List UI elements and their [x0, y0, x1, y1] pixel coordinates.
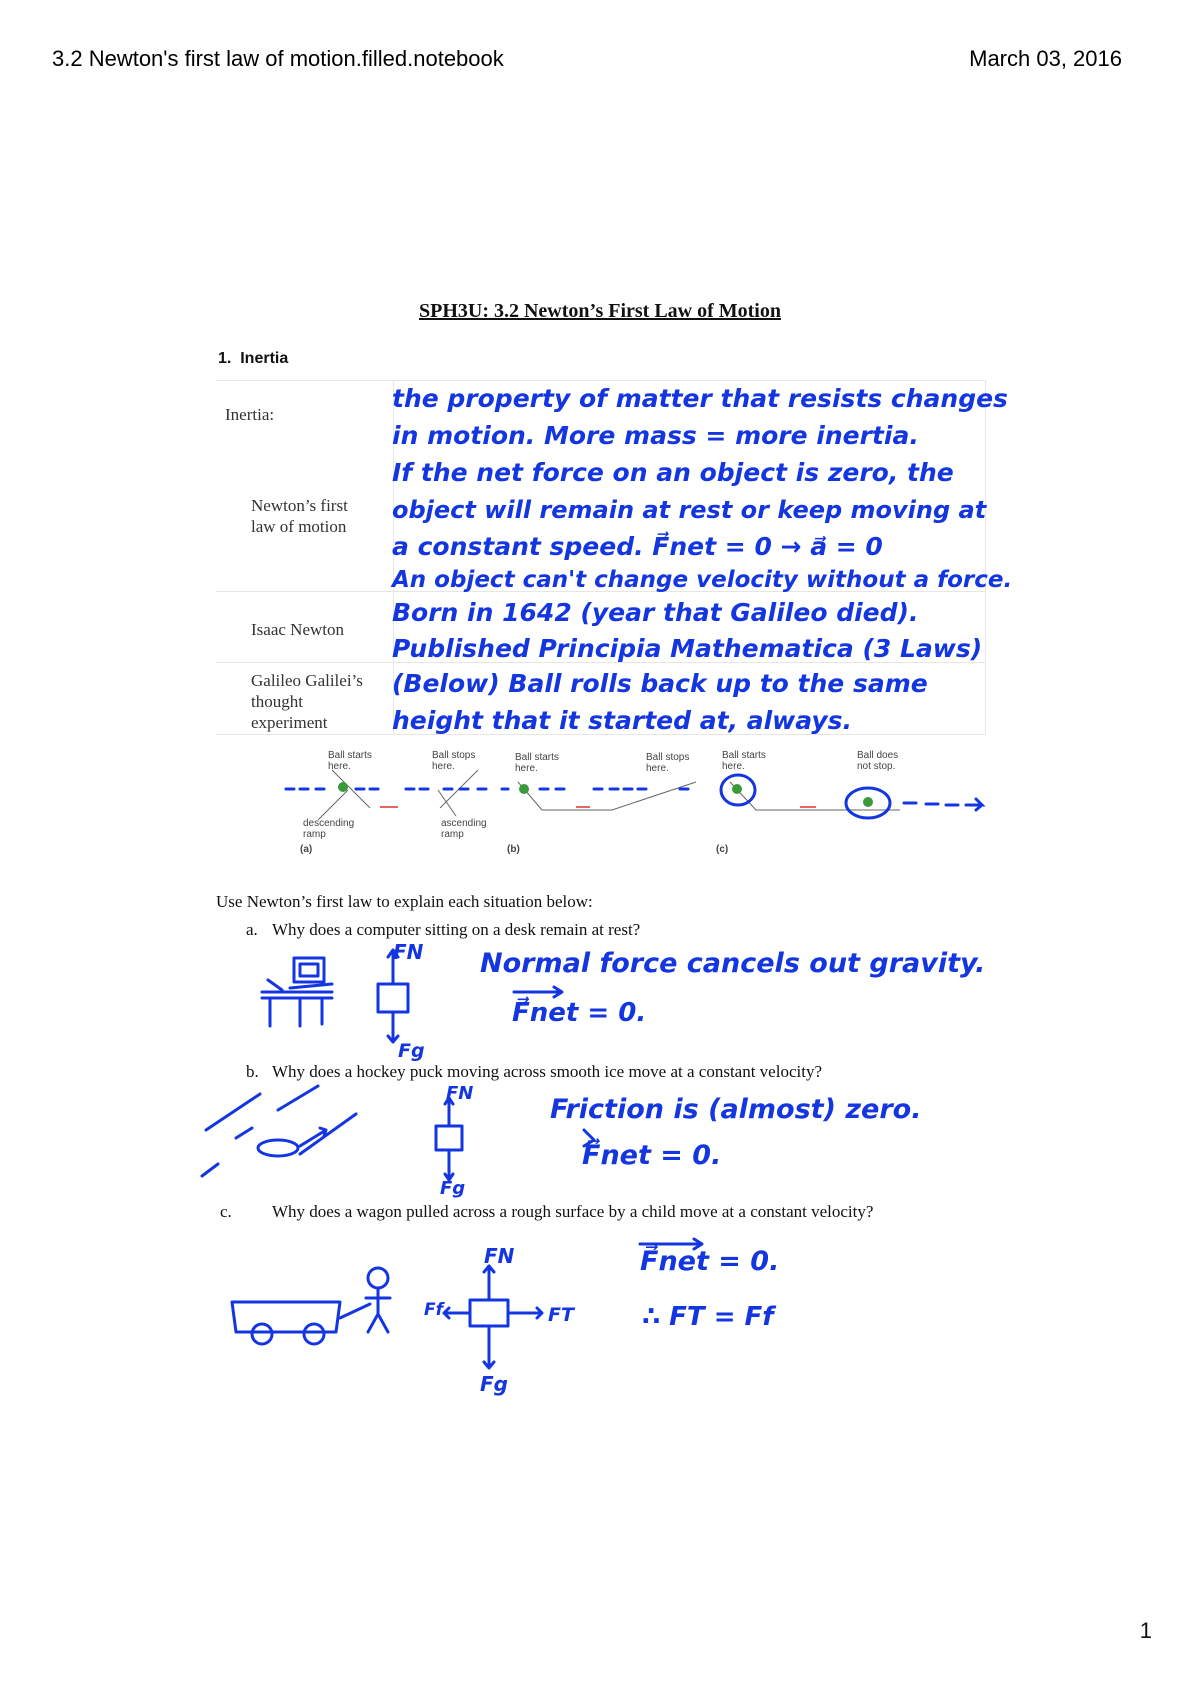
computer-on-desk-sketch [262, 950, 562, 1042]
answer-b-equation: F⃗net = 0. [582, 1140, 722, 1171]
handwriting-line: height that it started at, always. [392, 706, 853, 735]
question-letter: a. [246, 920, 258, 939]
wagon-wheel-icon [304, 1324, 324, 1344]
diagram-label: ascending ramp [441, 818, 487, 840]
force-label-fn: FN [446, 1083, 474, 1104]
wagon-child-sketch [232, 1239, 702, 1368]
question-letter: c. [220, 1202, 232, 1221]
horizontal-force-arrows-icon [444, 1308, 542, 1318]
first-law-label-line: Newton’s first [251, 496, 348, 515]
force-arrows-icon [484, 1266, 494, 1368]
diagram-part-label: (c) [716, 844, 729, 855]
diagram-label: Ball starts here. [328, 750, 372, 772]
ink-annotations-diagram [286, 775, 982, 818]
page-date: March 03, 2016 [969, 46, 1122, 71]
wagon-handle [340, 1304, 370, 1318]
first-law-label-line: law of motion [251, 517, 347, 536]
answer-a-equation: F⃗net = 0. [512, 998, 647, 1028]
wagon-wheel-icon [252, 1324, 272, 1344]
vector-arrow-icon [514, 987, 562, 997]
question-text: Why does a wagon pulled across a rough surface by a child move at a constant velocity? [272, 1202, 874, 1221]
ramp-diagram-a [318, 770, 478, 820]
handwriting-line: An object can't change velocity without a force. [392, 567, 1013, 593]
vector-arrow-icon [640, 1239, 702, 1249]
puck-icon [258, 1140, 298, 1156]
diagram-part-label: (a) [300, 844, 313, 855]
force-label-fg: Fg [398, 1040, 425, 1062]
force-label-ff: Ff [424, 1300, 444, 1320]
dashed-arrow [904, 799, 982, 810]
questions-lead: Use Newton’s first law to explain each situation below: [216, 892, 593, 911]
diagram-label: Ball stops here. [432, 750, 476, 772]
handwriting-line: If the net force on an object is zero, the [392, 458, 954, 487]
force-label-fg: Fg [440, 1178, 466, 1199]
pointer-line [318, 790, 348, 820]
force-label-fn: FN [484, 1244, 515, 1268]
free-body-box-icon [470, 1300, 508, 1326]
child-head-icon [368, 1268, 388, 1288]
hockey-puck-sketch [202, 1086, 594, 1180]
vector-arrow-icon [584, 1130, 594, 1146]
section-label: Inertia [240, 350, 289, 367]
notebook-title: 3.2 Newton's first law of motion.filled.notebook [52, 46, 504, 71]
ramp-diagram-b [518, 782, 696, 810]
force-label-fn: FN [393, 940, 424, 964]
free-body-box-icon [436, 1126, 462, 1150]
diagram-label: Ball starts here. [515, 752, 559, 774]
ice-lines [202, 1086, 356, 1176]
screen-sketch [300, 964, 318, 976]
galileo-label-line: Galileo Galilei’s [251, 671, 363, 690]
ramp-b-track [518, 782, 696, 810]
question-text: Why does a hockey puck moving across smooth ice move at a constant velocity? [272, 1062, 822, 1081]
handwriting-line: Born in 1642 (year that Galileo died). [392, 598, 919, 627]
ball-icon [863, 797, 873, 807]
inertia-label: Inertia: [225, 405, 275, 424]
handwriting-line: (Below) Ball rolls back up to the same [392, 669, 928, 698]
diagram-label: descending ramp [303, 818, 355, 840]
free-body-box-icon [378, 984, 408, 1012]
galileo-label-line: thought [251, 692, 303, 711]
force-arrows-icon [445, 1098, 453, 1180]
pointer-line [438, 790, 456, 816]
diagram-part-label: (b) [507, 844, 520, 855]
diagram-label: Ball starts here. [722, 750, 766, 772]
newton-label: Isaac Newton [251, 620, 344, 639]
handwriting-line: Published Principia Mathematica (3 Laws) [392, 634, 983, 663]
force-label-ft: FT [548, 1304, 574, 1326]
answer-a-text: Normal force cancels out gravity. [480, 948, 986, 979]
answer-c-relation: ∴ FT = Ff [642, 1302, 774, 1332]
answer-c-equation: F⃗net = 0. [640, 1246, 780, 1277]
question-letter: b. [246, 1062, 259, 1081]
wagon-body-icon [232, 1302, 340, 1332]
handwriting-line: object will remain at rest or keep moving at [392, 496, 987, 524]
ball-icon [519, 784, 529, 794]
handwriting-line: a constant speed. F⃗net = 0 → a⃗ = 0 [392, 532, 883, 561]
desk-sketch [262, 980, 332, 1026]
section-number: 1. [218, 350, 232, 367]
child-body-icon [366, 1288, 390, 1332]
page-number: 1 [1139, 1618, 1152, 1643]
ball-icon [732, 784, 742, 794]
diagram-label: Ball stops here. [646, 752, 690, 774]
question-text: Why does a computer sitting on a desk remain at rest? [272, 920, 641, 939]
diagram-label: Ball does not stop. [857, 750, 899, 772]
force-label-fg: Fg [480, 1372, 508, 1396]
answer-b-text: Friction is (almost) zero. [550, 1094, 922, 1125]
worksheet-title: SPH3U: 3.2 Newton’s First Law of Motion [418, 300, 781, 322]
ball-icon [338, 782, 348, 792]
force-arrows-icon [388, 950, 398, 1042]
galileo-label-line: experiment [251, 713, 328, 732]
handwriting-line: in motion. More mass = more inertia. [392, 421, 919, 450]
handwriting-line: the property of matter that resists changes [392, 384, 1008, 413]
